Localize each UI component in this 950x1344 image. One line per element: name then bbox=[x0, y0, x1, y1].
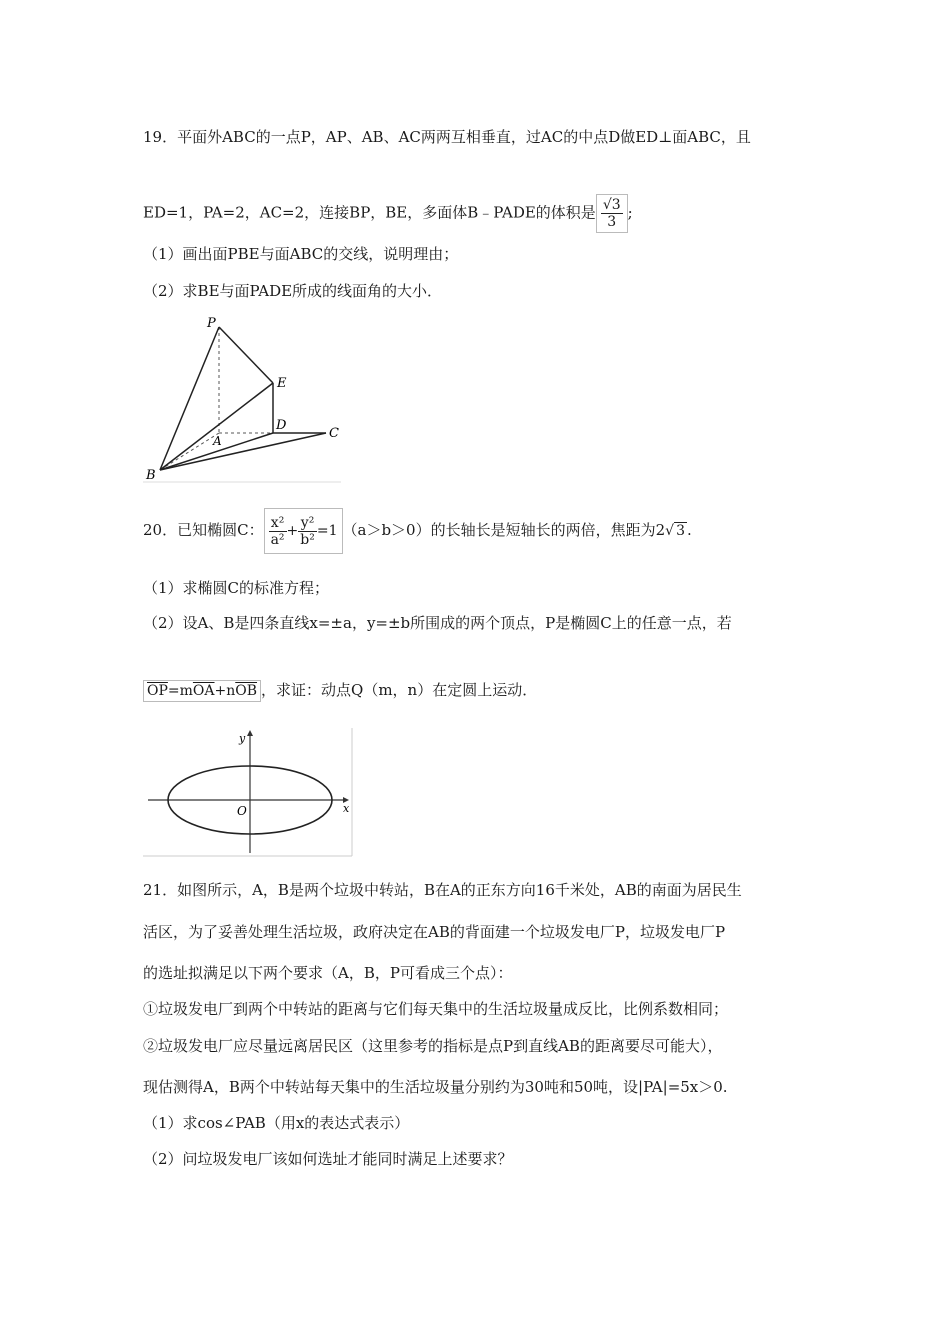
label-A: A bbox=[213, 434, 222, 448]
label-B: B bbox=[146, 468, 156, 483]
volume-numerator: √3 bbox=[602, 197, 621, 213]
q20-line1 bbox=[143, 508, 692, 554]
label-O: O bbox=[237, 804, 247, 818]
q20-sub2-line2 bbox=[143, 680, 537, 702]
label-x: x bbox=[343, 802, 350, 815]
label-E: E bbox=[277, 376, 287, 391]
q21-line3: 的选址拟满足以下两个要求（A，B，P可看成三个点）： bbox=[143, 964, 513, 982]
q19-line2 bbox=[143, 194, 633, 233]
eq-x-den: a² bbox=[270, 531, 285, 548]
q19-sub2: （2）求BE与面PADE所成的线面角的大小． bbox=[143, 282, 443, 300]
volume-denominator: 3 bbox=[607, 214, 617, 230]
eq-y-den: b² bbox=[300, 531, 315, 548]
label-D: D bbox=[276, 418, 287, 433]
eq-plus: + bbox=[286, 523, 299, 539]
ellipse-figure bbox=[143, 728, 355, 858]
q20-line1-end: . bbox=[686, 521, 692, 539]
q20-line1-text: 20．已知椭圆C： bbox=[143, 521, 264, 539]
vec-OA: $\overline{OA}$ bbox=[192, 683, 215, 699]
ellipse-equation bbox=[264, 508, 343, 554]
eq-rhs: =1 bbox=[316, 523, 338, 539]
q19-line2-end: ; bbox=[627, 203, 633, 222]
q20-line1-mid: （a＞b＞0）的长轴长是短轴长的两倍，焦距为2 bbox=[342, 521, 666, 539]
q20-sub2-line1: （2）设A、B是四条直线x=±a，y=±b所围成的两个顶点，P是椭圆C上的任意一点，若 bbox=[143, 614, 732, 632]
q19-sub1: （1）画出面PBE与面ABC的交线，说明理由； bbox=[143, 245, 459, 263]
q21-sub1: （1）求cos∠PAB（用x的表达式表示） bbox=[143, 1114, 410, 1132]
label-P: P bbox=[207, 316, 216, 331]
q21-line6: 现估测得A，B两个中转站每天集中的生活垃圾量分别约为30吨和50吨，设|PA|=5x＞0. bbox=[143, 1078, 728, 1096]
volume-fraction bbox=[596, 194, 628, 233]
label-y: y bbox=[239, 732, 246, 745]
vec-plus: +n bbox=[214, 683, 236, 699]
q19-line1: 19．平面外ABC的一点P，AP、AB、AC两两互相垂直，过AC的中点D做ED⊥面ABC，且 bbox=[143, 128, 751, 146]
q21-line5: ②垃圾发电厂应尽量远离居民区（这里参考的指标是点P到直线AB的距离要尽可能大）， bbox=[143, 1037, 723, 1055]
q21-line4: ①垃圾发电厂到两个中转站的距离与它们每天集中的生活垃圾量成反比，比例系数相同； bbox=[143, 1000, 729, 1018]
label-C: C bbox=[329, 426, 339, 441]
q21-line2: 活区，为了妥善处理生活垃圾，政府决定在AB的背面建一个垃圾发电厂P，垃圾发电厂P bbox=[143, 923, 726, 941]
q19-line2-text: ED=1，PA=2，AC=2，连接BP，BE，多面体B﹣PADE的体积是 bbox=[143, 203, 596, 222]
q21-sub2: （2）问垃圾发电厂该如何选址才能同时满足上述要求？ bbox=[143, 1150, 513, 1168]
focal-sqrt: √ 3 bbox=[665, 523, 685, 539]
eq-x-num: x² bbox=[269, 515, 287, 532]
pyramid-figure bbox=[143, 315, 343, 485]
vec-eq: =m bbox=[167, 683, 193, 699]
eq-y-num: y² bbox=[298, 515, 317, 532]
vec-OP: $\overline{OP}$ bbox=[147, 683, 168, 699]
q20-sub1: （1）求椭圆C的标准方程； bbox=[143, 579, 330, 597]
q20-sub2-line2-text: ，求证：动点Q（m，n）在定圆上运动． bbox=[261, 681, 538, 699]
q21-line1: 21．如图所示，A，B是两个垃圾中转站，B在A的正东方向16千米处，AB的南面为居民生 bbox=[143, 881, 742, 899]
vector-equation bbox=[143, 680, 261, 702]
vec-OB: $\overline{OB}$ bbox=[235, 683, 258, 699]
